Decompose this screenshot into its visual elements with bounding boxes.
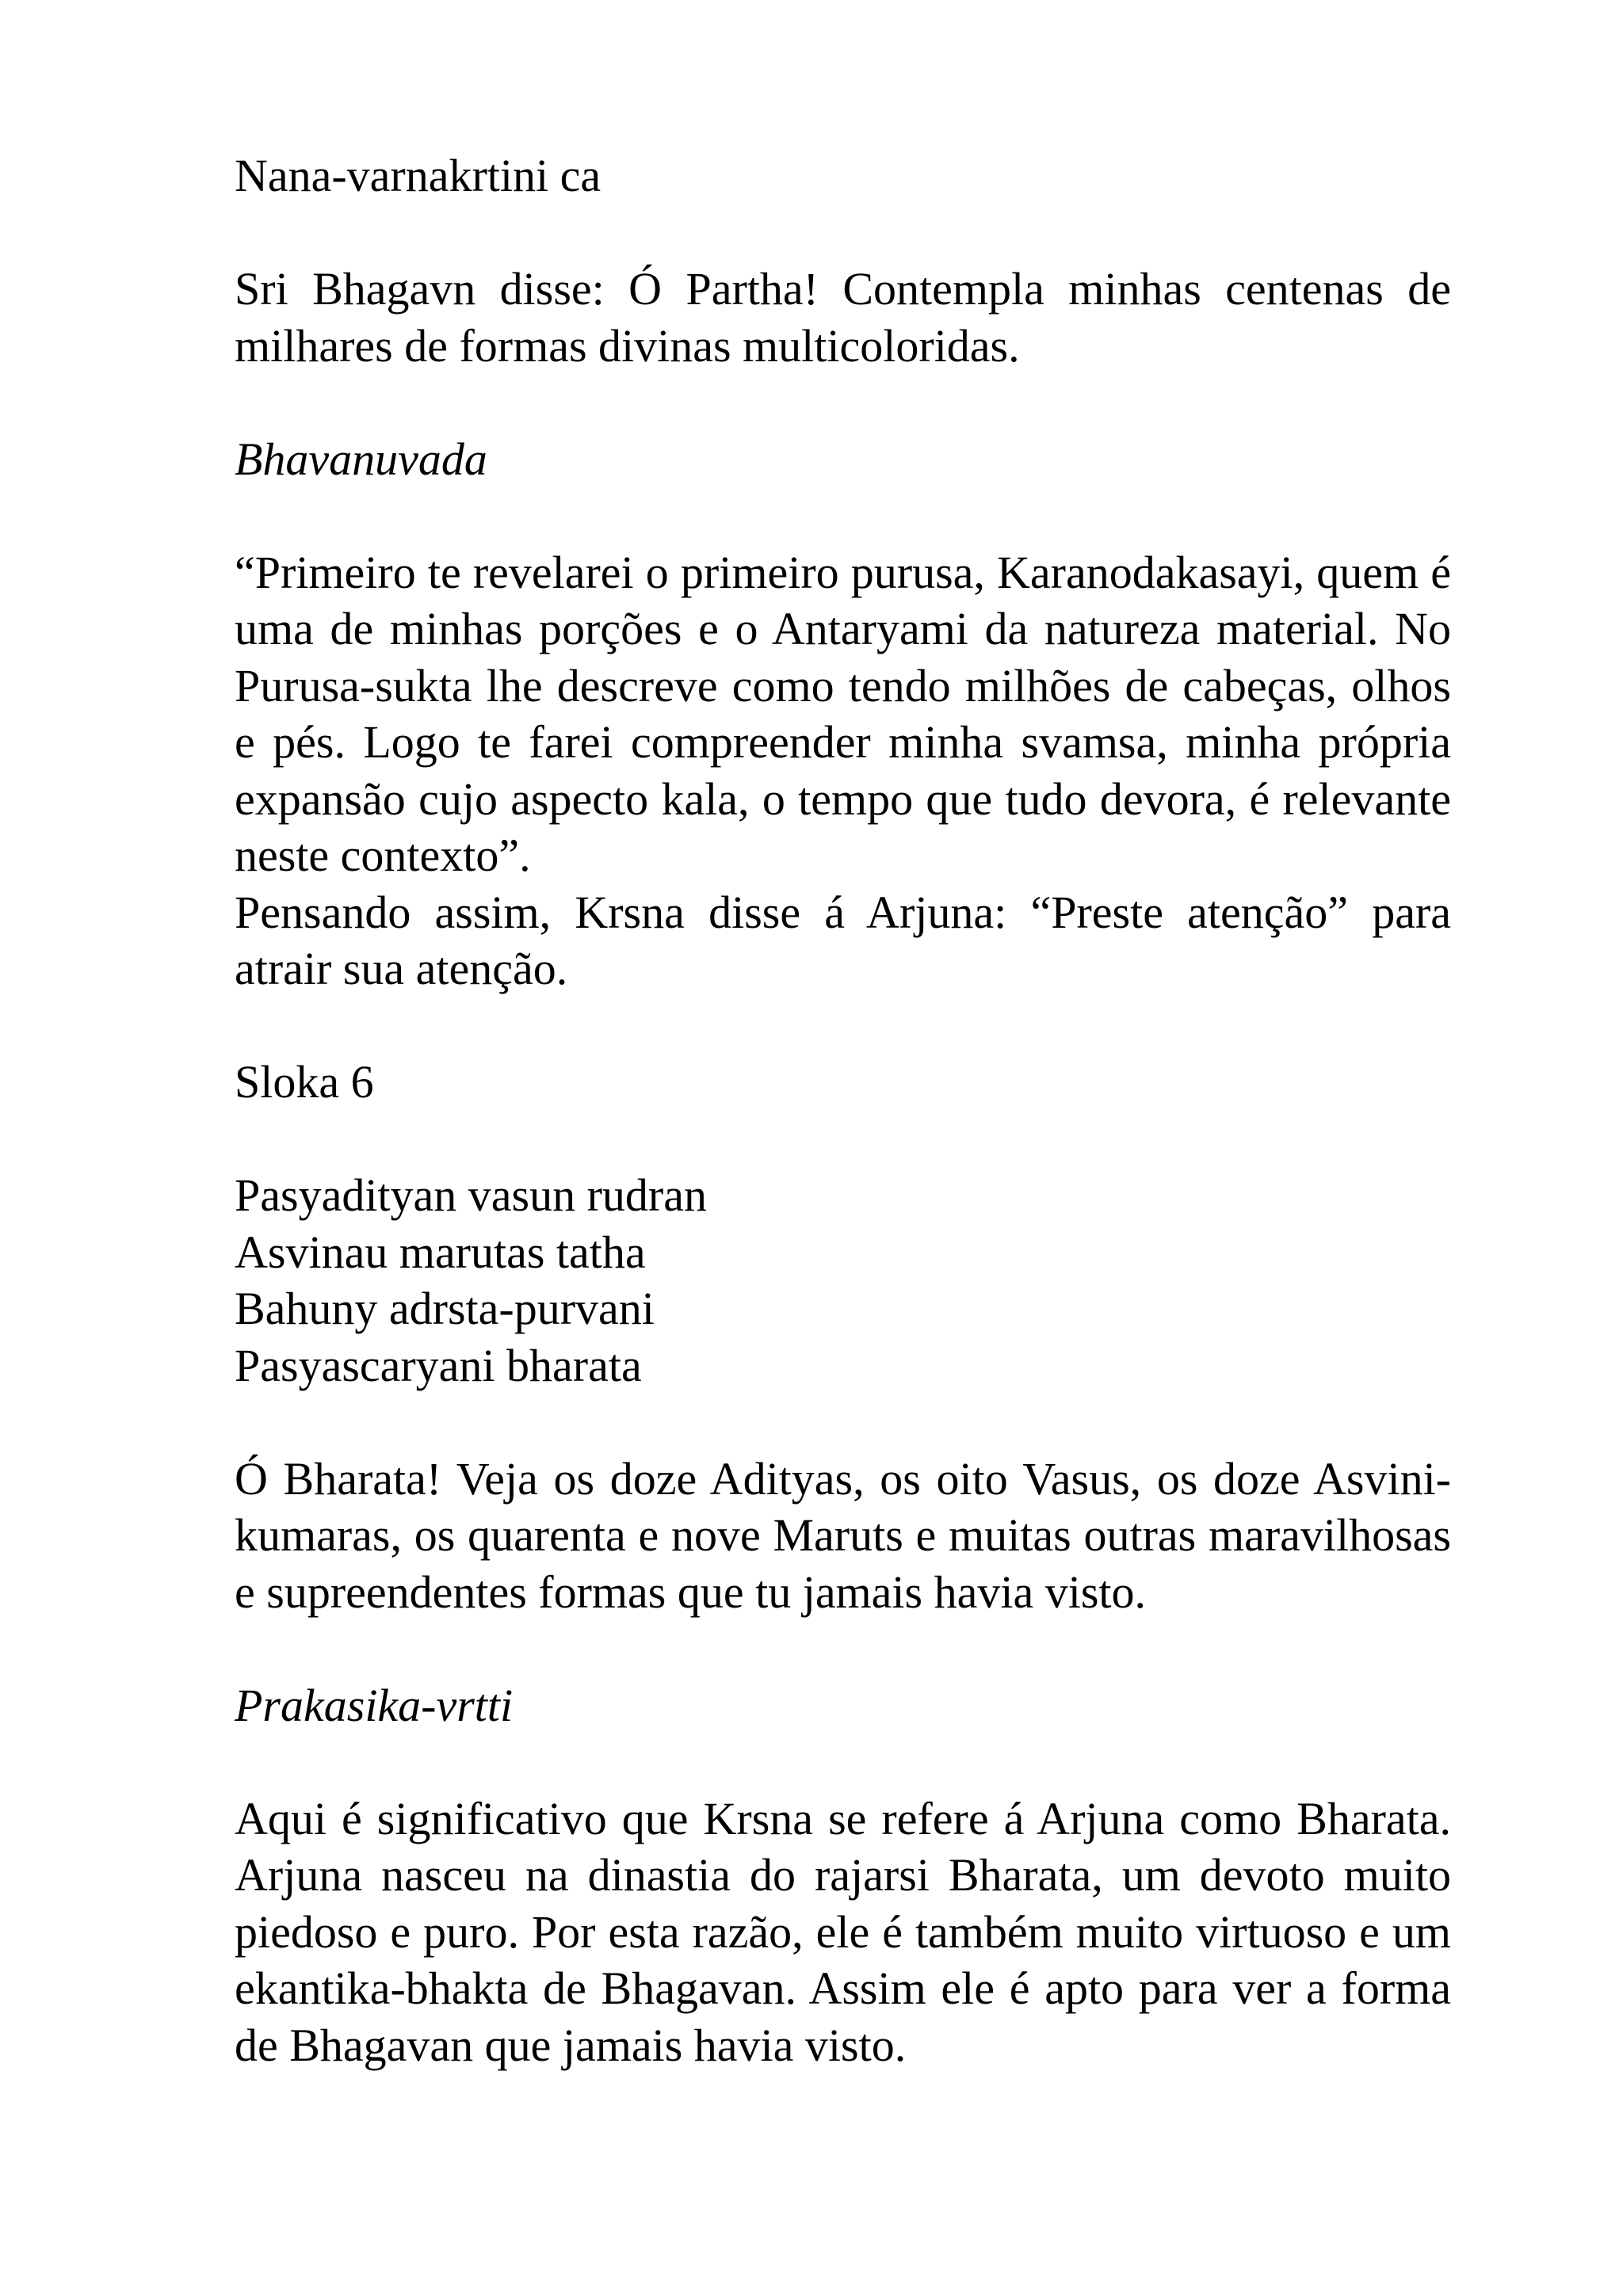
prakasika-paragraph: Aqui é significativo que Krsna se refere á Arjuna como Bharata. Arjuna nasceu na dinastia do rajarsi Bharata, um devoto muito piedoso e puro. Por esta razão, ele é também muito virtuoso e um ekantika-bhakta de Bhagavan. Assim ele é apto para ver a forma de Bhagavan que jamais havia visto.	[235, 1792, 1451, 2071]
spacer	[235, 374, 1451, 431]
spacer	[235, 1733, 1451, 1791]
sloka-heading: Sloka 6	[235, 1056, 374, 1108]
bhavanuvada-paragraph: “Primeiro te revelarei o primeiro purusa, Karanodakasayi, quem é uma de minhas porções e o Antaryami da natureza material. No Purusa-sukta lhe descreve como tendo milhões de cabeças, olhos e pés. Logo te farei compreender minha svamsa, minha própria expansão cujo aspecto kala, o tempo que tudo devora, é relevante neste contexto”.	[235, 546, 1451, 881]
spacer	[235, 997, 1451, 1055]
spacer	[235, 1620, 1451, 1677]
document-page	[235, 147, 1451, 2073]
sloka-translation-paragraph: Ó Bharata! Veja os doze Adityas, os oito Vasus, os doze Asvini-kumaras, os quarenta e nove Maruts e muitas outras maravilhosas e supreendentes formas que tu jamais havia visto.	[235, 1452, 1451, 1618]
spacer	[235, 1111, 1451, 1168]
verse-tail-line: Nana-varnakrtini ca	[235, 150, 601, 201]
bhavanuvada-heading: Bhavanuvada	[235, 433, 487, 485]
sloka-verse	[235, 1167, 1451, 1394]
prakasika-heading: Prakasika-vrtti	[235, 1679, 514, 1731]
spacer	[235, 204, 1451, 261]
sloka-line: Bahuny adrsta-purvani	[235, 1283, 655, 1334]
spacer	[235, 1394, 1451, 1451]
bhavanuvada-paragraph-2: Pensando assim, Krsna disse á Arjuna: “Preste atenção” para atrair sua atenção.	[235, 886, 1451, 994]
sloka-line: Pasyascaryani bharata	[235, 1339, 642, 1391]
translation-paragraph: Sri Bhagavn disse: Ó Partha! Contempla minhas centenas de milhares de formas divinas multicoloridas.	[235, 263, 1451, 372]
sloka-line: Asvinau marutas tatha	[235, 1226, 646, 1278]
sloka-line: Pasyadityan vasun rudran	[235, 1169, 707, 1221]
spacer	[235, 487, 1451, 544]
